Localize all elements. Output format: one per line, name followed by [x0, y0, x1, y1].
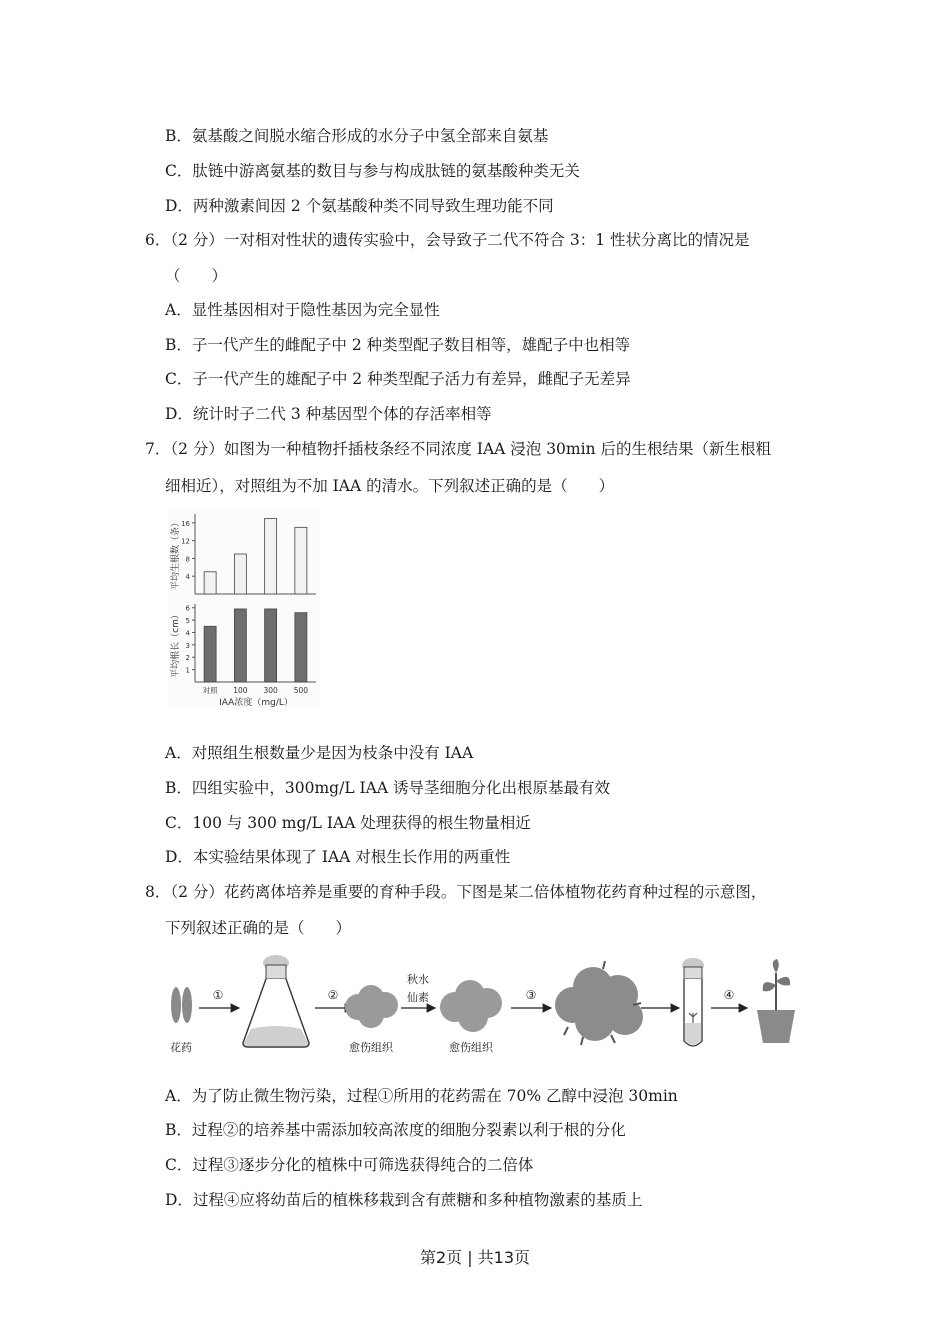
q7-stem: 7．（2 分）如图为一种植物扦插枝条经不同浓度 IAA 浸泡 30min 后的生根结果（新生根粗 — [145, 440, 771, 458]
q6-option-c: C．子一代产生的雄配子中 2 种类型配子活力有差异，雌配子无差异 — [165, 370, 631, 388]
q7-option-d: D．本实验结果体现了 IAA 对根生长作用的两重性 — [165, 848, 511, 866]
q7-option-c: C．100 与 300 mg/L IAA 处理获得的根生物量相近 — [165, 814, 531, 832]
y-tick-label: 8 — [185, 555, 190, 564]
q8-option-b: B．过程②的培养基中需添加较高浓度的细胞分裂素以利于根的分化 — [165, 1121, 626, 1139]
anther-icon — [171, 987, 192, 1023]
potted-plant-icon — [757, 959, 795, 1043]
q7-option-a: A．对照组生根数量少是因为枝条中没有 IAA — [165, 744, 474, 762]
q6-option-b: B．子一代产生的雌配子中 2 种类型配子数目相等，雄配子中也相等 — [165, 336, 631, 354]
label-callus-1: 愈伤组织 — [349, 1041, 393, 1054]
test-tube-icon — [682, 958, 704, 1046]
step1-label: ① — [212, 988, 224, 1002]
label-anther: 花药 — [170, 1041, 192, 1054]
q6-stem-blank: （ ） — [165, 267, 228, 285]
flask-icon — [243, 955, 309, 1047]
label-callus-2: 愈伤组织 — [449, 1041, 493, 1054]
colchicine-label-line1: 秋水 — [407, 973, 429, 986]
chart1-y-axis-label: 平均生根数（条） — [171, 517, 181, 591]
chart2-y-axis-label: 平均根长（cm） — [171, 610, 181, 678]
bar-300 — [265, 518, 277, 594]
y-tick-label: 2 — [185, 654, 190, 663]
iaa-bar-charts — [168, 508, 320, 708]
bar-500 — [295, 613, 307, 682]
anther-culture-diagram — [163, 955, 813, 1060]
q5-option-c: C．肽链中游离氨基的数目与参与构成肽链的氨基酸种类无关 — [165, 162, 580, 180]
y-tick-label: 3 — [185, 641, 190, 650]
y-tick-label: 6 — [185, 604, 190, 613]
colchicine-label-line2: 仙素 — [407, 991, 429, 1004]
q6-stem: 6．（2 分）一对相对性状的遗传实验中，会导致子二代不符合 3：1 性状分离比的情况是 — [145, 231, 750, 249]
x-tick-label: 100 — [233, 686, 248, 695]
callus-icon — [345, 985, 398, 1028]
callus-icon — [440, 980, 502, 1032]
y-tick-label: 12 — [181, 537, 190, 546]
q5-option-d: D．两种激素间因 2 个氨基酸种类不同导致生理功能不同 — [165, 197, 554, 215]
x-tick-label: 500 — [293, 686, 309, 695]
chart2-x-axis-label: IAA浓度（mg/L） — [219, 698, 293, 708]
q7-stem-line2: 细相近），对照组为不加 IAA 的清水。下列叙述正确的是（ ） — [165, 477, 615, 495]
y-tick-label: 1 — [185, 666, 190, 675]
q8-stem-line2: 下列叙述正确的是（ ） — [165, 919, 352, 937]
q6-option-a: A．显性基因相对于隐性基因为完全显性 — [165, 301, 440, 319]
q8-option-d: D．过程④应将幼苗后的植株移栽到含有蔗糖和多种植物激素的基质上 — [165, 1191, 643, 1209]
bar-对照 — [204, 572, 216, 594]
q8-option-c: C．过程③逐步分化的植株中可筛选获得纯合的二倍体 — [165, 1156, 534, 1174]
q8-stem: 8．（2 分）花药离体培养是重要的育种手段。下图是某二倍体植物花药育种过程的示意图， — [145, 883, 767, 901]
y-tick-label: 4 — [185, 629, 190, 638]
bar-对照 — [204, 626, 216, 682]
y-tick-label: 5 — [185, 617, 190, 626]
q5-option-b: B．氨基酸之间脱水缩合形成的水分子中氢全部来自氨基 — [165, 127, 549, 145]
x-tick-label: 对照 — [202, 686, 218, 695]
bar-500 — [295, 527, 307, 594]
step3-label: ③ — [525, 988, 537, 1002]
q7-option-b: B．四组实验中，300mg/L IAA 诱导茎细胞分化出根原基最有效 — [165, 779, 610, 797]
step2-label: ② — [327, 988, 339, 1002]
y-tick-label: 16 — [181, 519, 190, 528]
bar-100 — [234, 554, 246, 594]
plantlet-cluster-icon — [555, 961, 643, 1045]
step4-label: ④ — [723, 988, 735, 1002]
q6-option-d: D．统计时子二代 3 种基因型个体的存活率相等 — [165, 405, 492, 423]
bar-300 — [265, 609, 277, 682]
x-tick-label: 300 — [263, 686, 278, 695]
bar-100 — [234, 609, 246, 682]
q8-option-a: A．为了防止微生物污染，过程①所用的花药需在 70% 乙醇中浸泡 30min — [165, 1087, 678, 1105]
page-footer: 第2页 | 共13页 — [419, 1248, 531, 1267]
y-tick-label: 4 — [185, 573, 190, 582]
